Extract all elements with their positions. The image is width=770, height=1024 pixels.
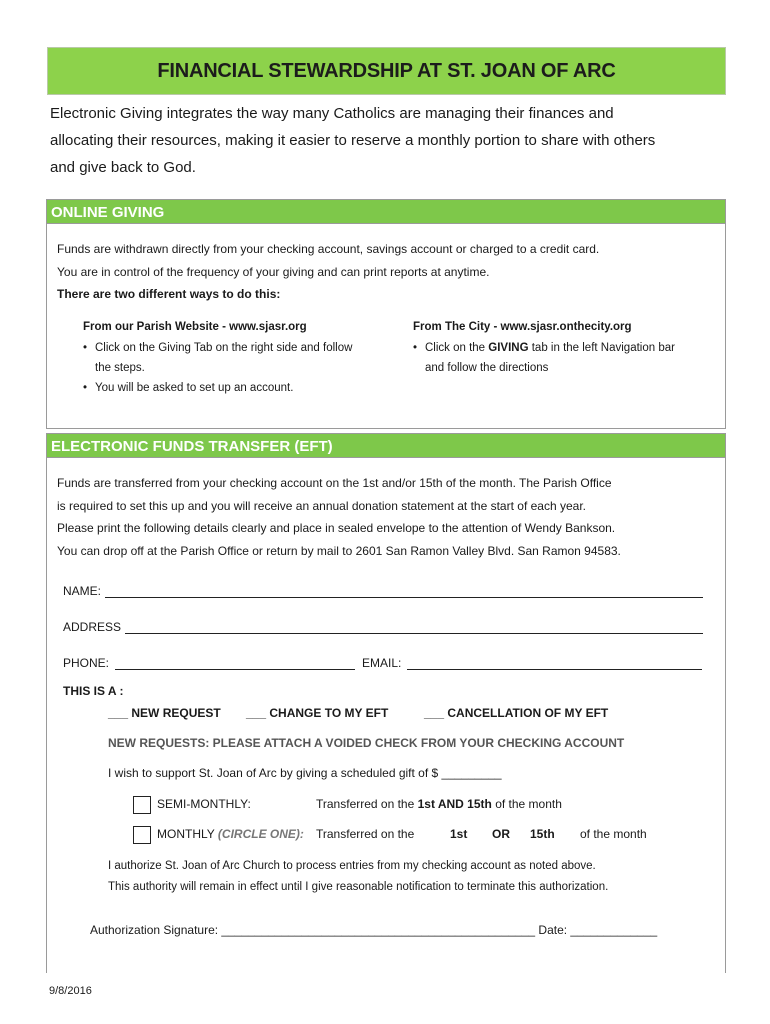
email-input-line[interactable] bbox=[407, 655, 702, 670]
cancel-eft-label: CANCELLATION OF MY EFT bbox=[447, 706, 609, 720]
monthly-label: MONTHLY bbox=[157, 827, 218, 841]
semi-monthly-checkbox[interactable] bbox=[133, 796, 151, 814]
monthly-option-15th[interactable]: 15th bbox=[530, 827, 555, 841]
new-request-option[interactable] bbox=[108, 706, 221, 720]
email-field-row bbox=[362, 655, 702, 670]
semi-text-post: of the month bbox=[491, 797, 562, 811]
city-heading: From The City - www.sjasr.onthecity.org bbox=[413, 321, 632, 333]
city-bullet-pre: Click on the bbox=[425, 342, 489, 354]
online-ways-heading: There are two different ways to do this: bbox=[57, 287, 281, 301]
eft-header: ELECTRONIC FUNDS TRANSFER (EFT) bbox=[47, 434, 725, 458]
eft-description bbox=[57, 472, 725, 562]
parish-website-column bbox=[83, 317, 393, 398]
parish-bullet-2: You will be asked to set up an account. bbox=[95, 382, 294, 394]
bullet-icon: • bbox=[83, 342, 88, 354]
semi-text-bold: 1st AND 15th bbox=[417, 797, 492, 811]
name-field-row bbox=[63, 583, 703, 598]
monthly-description: Transferred on the bbox=[316, 827, 415, 841]
online-line: Funds are withdrawn directly from your checking account, savings account or charged to a credit card. bbox=[57, 242, 600, 256]
city-bullet-cont: and follow the directions bbox=[425, 362, 549, 374]
bullet-icon: • bbox=[413, 342, 418, 354]
cancel-eft-option[interactable] bbox=[424, 706, 608, 720]
list-item bbox=[413, 338, 718, 378]
parish-bullet-1: Click on the Giving Tab on the right side and follow bbox=[95, 342, 353, 354]
circle-one-note: (CIRCLE ONE): bbox=[217, 827, 304, 841]
monthly-of-month: of the month bbox=[580, 827, 647, 841]
intro-line: and give back to God. bbox=[50, 159, 196, 176]
online-line: You are in control of the frequency of your giving and can print reports at anytime. bbox=[57, 264, 490, 279]
monthly-or: OR bbox=[492, 827, 510, 841]
authorization-text bbox=[108, 856, 718, 898]
monthly-option-1st[interactable]: 1st bbox=[450, 827, 468, 841]
footer-date: 9/8/2016 bbox=[49, 985, 92, 997]
phone-label: PHONE: bbox=[63, 656, 110, 670]
intro-line: allocating their resources, making it easier to reserve a monthly portion to share with others bbox=[50, 132, 656, 149]
name-input-line[interactable] bbox=[105, 583, 703, 598]
city-column bbox=[413, 317, 718, 378]
parish-website-heading: From our Parish Website - www.sjasr.org bbox=[83, 321, 307, 333]
monthly-label-group bbox=[157, 827, 304, 841]
eft-line: Please print the following details clearly and place in sealed envelope to the attention of Wendy Bankson. bbox=[57, 521, 616, 535]
new-request-note: NEW REQUESTS: PLEASE ATTACH A VOIDED CHECK FROM YOUR CHECKING ACCOUNT bbox=[108, 736, 625, 750]
new-request-label: NEW REQUEST bbox=[131, 706, 221, 720]
city-bullet-post: tab in the left Navigation bar bbox=[528, 342, 675, 354]
new-request-blank[interactable]: ___ bbox=[108, 706, 129, 720]
city-bullet-bold: GIVING bbox=[488, 342, 529, 354]
change-eft-label: CHANGE TO MY EFT bbox=[269, 706, 389, 720]
online-giving-header: ONLINE GIVING bbox=[47, 200, 725, 224]
address-input-line[interactable] bbox=[125, 619, 703, 634]
address-label: ADDRESS bbox=[63, 620, 122, 634]
authorization-line: This authority will remain in effect until I give reasonable notification to terminate this authorization. bbox=[108, 881, 609, 893]
address-field-row bbox=[63, 619, 703, 634]
support-amount-line[interactable]: I wish to support St. Joan of Arc by giving a scheduled gift of $ _________ bbox=[108, 766, 502, 780]
phone-field-row bbox=[63, 655, 355, 670]
change-eft-option[interactable] bbox=[246, 706, 388, 720]
list-item bbox=[83, 378, 393, 398]
request-type-heading: THIS IS A : bbox=[63, 684, 124, 698]
phone-input-line[interactable] bbox=[115, 655, 355, 670]
change-eft-blank[interactable]: ___ bbox=[246, 706, 267, 720]
eft-line: is required to set this up and you will receive an annual donation statement at the start of each year. bbox=[57, 498, 586, 513]
bullet-icon: • bbox=[83, 382, 88, 394]
eft-line: Funds are transferred from your checking account on the 1st and/or 15th of the month. The Parish Office bbox=[57, 476, 612, 490]
semi-monthly-label: SEMI-MONTHLY: bbox=[157, 797, 251, 811]
semi-monthly-description bbox=[316, 797, 562, 811]
semi-text-pre: Transferred on the bbox=[316, 797, 418, 811]
cancel-eft-blank[interactable]: ___ bbox=[424, 706, 445, 720]
parish-bullet-1-cont: the steps. bbox=[95, 362, 145, 374]
name-label: NAME: bbox=[63, 584, 102, 598]
online-giving-description bbox=[57, 238, 722, 306]
list-item bbox=[83, 338, 393, 378]
intro-line: Electronic Giving integrates the way many Catholics are managing their finances and bbox=[50, 105, 614, 122]
email-label: EMAIL: bbox=[362, 656, 402, 670]
signature-line[interactable]: Authorization Signature: _______________________________________________ Date: _____________ bbox=[90, 923, 658, 937]
page-title: FINANCIAL STEWARDSHIP AT ST. JOAN OF ARC bbox=[47, 47, 726, 95]
intro-paragraph bbox=[50, 100, 730, 181]
eft-line: You can drop off at the Parish Office or return by mail to 2601 San Ramon Valley Blvd. San Ramon 94583. bbox=[57, 543, 621, 558]
monthly-checkbox[interactable] bbox=[133, 826, 151, 844]
authorization-line: I authorize St. Joan of Arc Church to process entries from my checking account as noted above. bbox=[108, 860, 596, 872]
